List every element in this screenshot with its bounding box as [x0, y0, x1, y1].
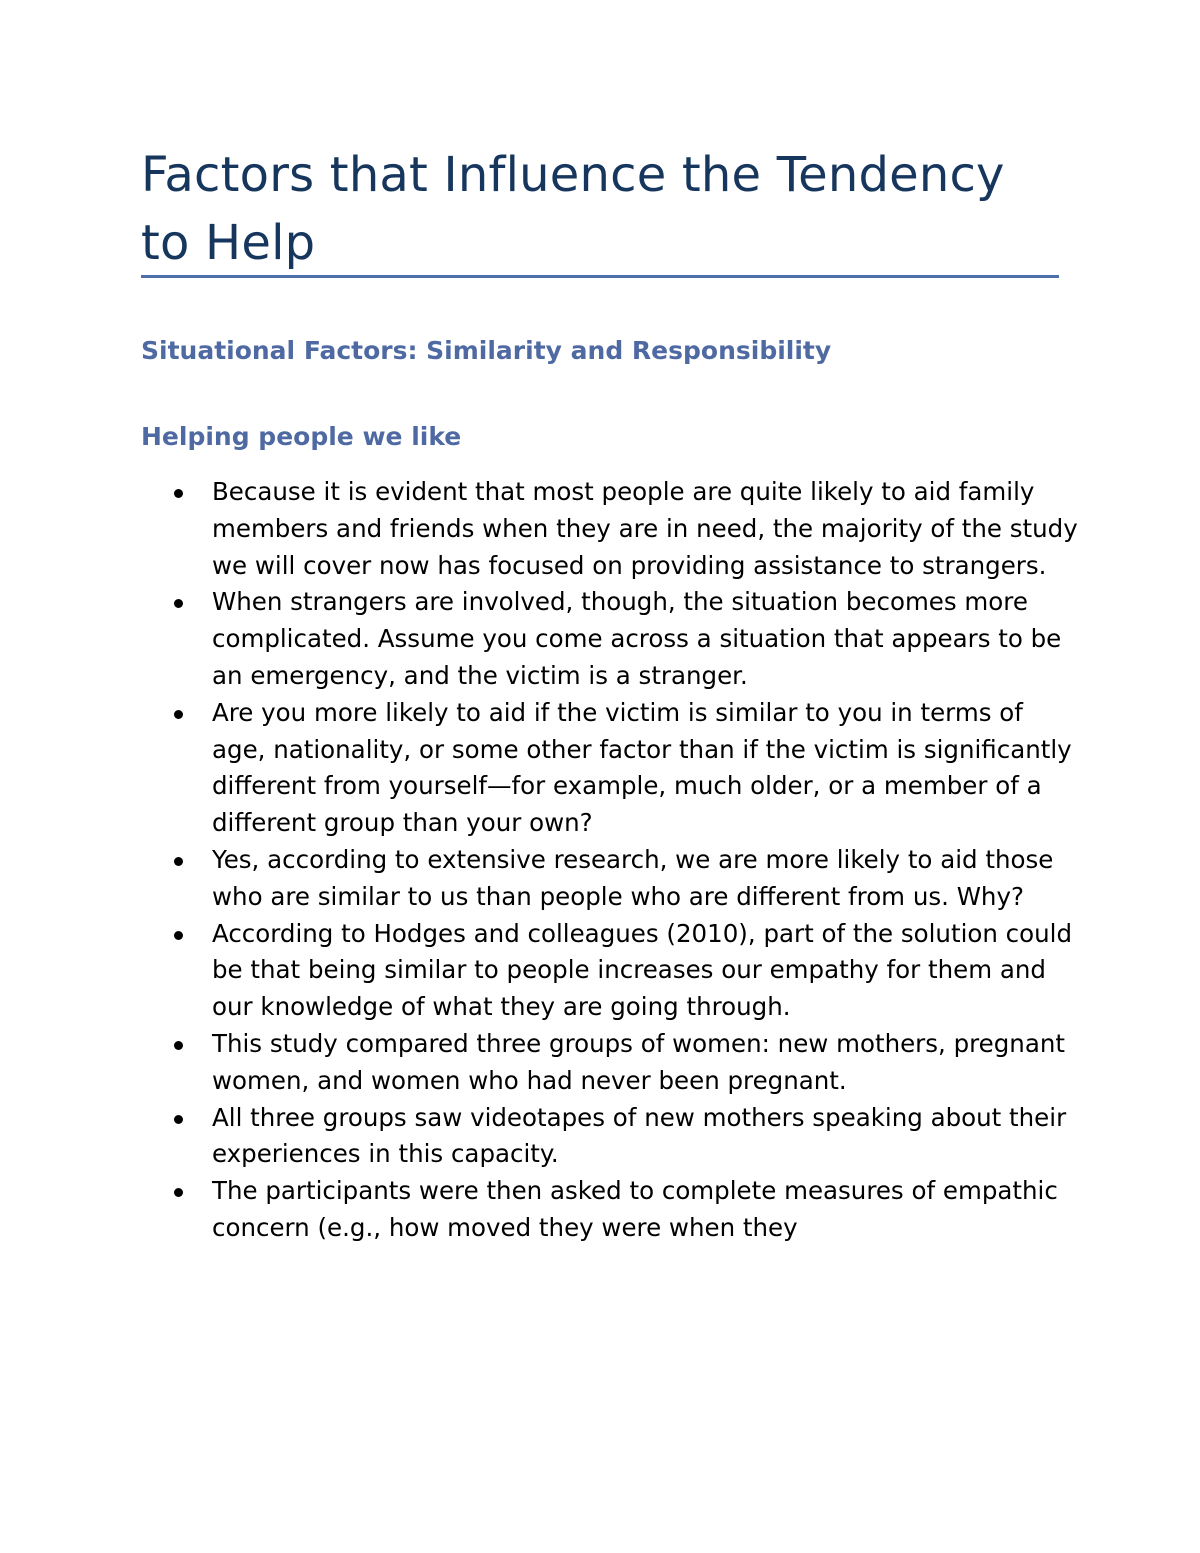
- bullet-icon: [174, 1041, 183, 1050]
- list-item: [212, 1026, 1082, 1100]
- list-item-text: According to Hodges and colleagues (2010), part of the solution could be that being similar to people increases our empathy for them and our knowledge of what they are going through.: [212, 918, 1073, 1022]
- list-item-text: This study compared three groups of women: new mothers, pregnant women, and women who had never been pregnant.: [212, 1028, 1065, 1095]
- list-item-text: Yes, according to extensive research, we are more likely to aid those who are similar to us than people who are different from us. Why?: [212, 844, 1054, 911]
- list-item: [212, 584, 1082, 694]
- bullet-icon: [174, 857, 183, 866]
- list-item: [212, 916, 1082, 1026]
- title-underline-rule: [141, 275, 1059, 278]
- bullet-icon: [174, 1115, 183, 1124]
- list-item-text: Are you more likely to aid if the victim is similar to you in terms of age, nationality, or some other factor than if the victim is significantly different from yourself—for example, much older, or a member of a different group than your own?: [212, 697, 1072, 838]
- bullet-icon: [174, 1188, 183, 1197]
- list-item: [212, 1173, 1082, 1247]
- list-item-text: When strangers are involved, though, the situation becomes more complicated. Assume you come across a situation that appears to be an emergency, and the victim is a stranger.: [212, 587, 1062, 690]
- list-item-text: All three groups saw videotapes of new mothers speaking about their experiences in this capacity.: [212, 1102, 1067, 1169]
- bullet-icon: [174, 599, 183, 608]
- list-item: [212, 842, 1082, 916]
- bullet-icon: [174, 710, 183, 719]
- sub-heading: Helping people we like: [141, 422, 462, 451]
- list-item-text: The participants were then asked to complete measures of empathic concern (e.g., how moved they were when they: [212, 1176, 1058, 1242]
- bullet-icon: [174, 931, 183, 940]
- list-item: [212, 695, 1082, 842]
- section-heading: Situational Factors: Similarity and Responsibility: [141, 336, 832, 365]
- list-item: [212, 1100, 1082, 1174]
- list-item-text: Because it is evident that most people are quite likely to aid family members and friends when they are in need, the majority of the study we will cover now has focused on providing assistance to strangers.: [212, 477, 1078, 580]
- list-item: [212, 474, 1082, 584]
- bullet-list: [212, 474, 1082, 1247]
- document-title: Factors that Influence the Tendency to Help: [141, 147, 1005, 271]
- bullet-icon: [174, 489, 183, 498]
